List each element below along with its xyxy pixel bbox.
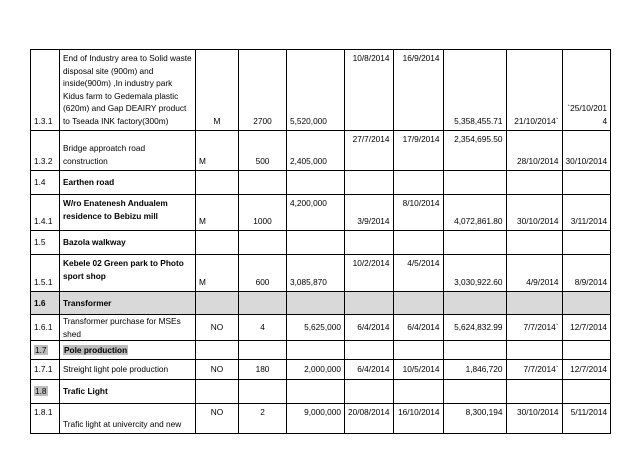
end-date-cell: 8/10/2014: [393, 195, 443, 231]
item-number: 1.7.1: [31, 360, 60, 380]
date-cell-1: 28/10/2014: [506, 131, 562, 171]
budget-cell: 9,000,000: [287, 404, 345, 434]
end-date-cell: 17/9/2014: [393, 131, 443, 171]
table-row: [31, 360, 611, 380]
item-description: Bridge approatch road construction: [60, 131, 196, 171]
date-cell-1: 30/10/2014: [506, 195, 562, 231]
section-heading: Transformer: [60, 292, 196, 315]
actual-cost-cell: 5,624,832.99: [443, 315, 506, 341]
table-row: [31, 404, 611, 434]
start-date-cell: 10/8/2014: [345, 50, 394, 131]
quantity-cell: 180: [239, 360, 287, 380]
date-cell-2: 5/11/2014: [562, 404, 611, 434]
date-cell-1: 4/9/2014: [506, 255, 562, 292]
item-number: 1.4: [31, 171, 60, 195]
budget-cell: 5,520,000: [287, 50, 345, 131]
section-heading: Trafic Light: [60, 380, 196, 404]
budget-cell: 2,000,000: [287, 360, 345, 380]
budget-cell: 3,085,870: [287, 255, 345, 292]
item-number: 1.3.1: [31, 50, 60, 131]
quantity-cell: 1000: [239, 195, 287, 231]
unit-cell: NO: [196, 315, 239, 341]
end-date-cell: 16/10/2014: [393, 404, 443, 434]
date-cell-2: `25/10/2014: [562, 50, 611, 131]
date-cell-2: 12/7/2014: [562, 315, 611, 341]
item-number: 1.4.1: [31, 195, 60, 231]
date-cell-2: 30/10/2014: [562, 131, 611, 171]
date-cell-1: 7/7/2014`: [506, 360, 562, 380]
unit-cell: M: [196, 131, 239, 171]
quantity-cell: 600: [239, 255, 287, 292]
item-description: W/ro Enatenesh Andualem residence to Bebizu mill: [60, 195, 196, 231]
item-number: 1.7: [35, 344, 47, 355]
item-description: Transformer purchase for MSEs shed: [60, 315, 196, 341]
item-description: Trafic light at univercity and new: [60, 404, 196, 434]
table-row: [31, 171, 611, 195]
end-date-cell: 6/4/2014: [393, 315, 443, 341]
item-number: 1.6: [31, 292, 60, 315]
quantity-cell: 2: [239, 404, 287, 434]
table-row: [31, 315, 611, 341]
item-number: 1.8.1: [31, 404, 60, 434]
actual-cost-cell: 4,072,861.80: [443, 195, 506, 231]
end-date-cell: 4/5/2014: [393, 255, 443, 292]
quantity-cell: 500: [239, 131, 287, 171]
table-row: [31, 341, 611, 360]
item-description: Kebele 02 Green park to Photo sport shop: [60, 255, 196, 292]
table-row: [31, 292, 611, 315]
section-heading: Bazola walkway: [60, 231, 196, 255]
budget-cell: 4,200,000: [287, 195, 345, 231]
item-number: 1.6.1: [31, 315, 60, 341]
date-cell-2: 12/7/2014: [562, 360, 611, 380]
item-description: Streight light pole production: [60, 360, 196, 380]
actual-cost-cell: 8,300,194: [443, 404, 506, 434]
table-row: [31, 255, 611, 292]
start-date-cell: 6/4/2014: [345, 360, 394, 380]
item-number: 1.5.1: [31, 255, 60, 292]
unit-cell: M: [196, 255, 239, 292]
actual-cost-cell: 3,030,922.60: [443, 255, 506, 292]
actual-cost-cell: 1,846,720: [443, 360, 506, 380]
unit-cell: NO: [196, 404, 239, 434]
budget-cell: 5,625,000: [287, 315, 345, 341]
item-number: 1.8: [35, 386, 47, 397]
date-cell-1: 7/7/2014`: [506, 315, 562, 341]
actual-cost-cell: 5,358,455.71: [443, 50, 506, 131]
quantity-cell: 4: [239, 315, 287, 341]
item-number: 1.3.2: [31, 131, 60, 171]
unit-cell: M: [196, 50, 239, 131]
quantity-cell: 2700: [239, 50, 287, 131]
table-row: [31, 380, 611, 404]
section-heading: Pole production: [64, 344, 128, 355]
actual-cost-cell: 2,354,695.50: [443, 131, 506, 171]
date-cell-1: 21/10/2014`: [506, 50, 562, 131]
unit-cell: M: [196, 195, 239, 231]
end-date-cell: 16/9/2014: [393, 50, 443, 131]
start-date-cell: 10/2/2014: [345, 255, 394, 292]
start-date-cell: 20/08/2014: [345, 404, 394, 434]
table-row: [31, 231, 611, 255]
start-date-cell: 6/4/2014: [345, 315, 394, 341]
work-progress-table: [30, 49, 611, 434]
start-date-cell: 27/7/2014: [345, 131, 394, 171]
date-cell-1: 30/10/2014: [506, 404, 562, 434]
section-heading: Earthen road: [60, 171, 196, 195]
table-row: [31, 131, 611, 171]
date-cell-2: 3/11/2014: [562, 195, 611, 231]
unit-cell: NO: [196, 360, 239, 380]
date-cell-2: 8/9/2014: [562, 255, 611, 292]
budget-cell: 2,405,000: [287, 131, 345, 171]
end-date-cell: 10/5/2014: [393, 360, 443, 380]
start-date-cell: 3/9/2014: [345, 195, 394, 231]
item-number: 1.5: [31, 231, 60, 255]
item-description: End of Industry area to Solid waste disposal site (900m) and inside(900m) ,In industry park Kidus farm to Gedemala plastic (620m) and Gap DEAIRY product to Tseada INK factory(300m): [60, 50, 196, 131]
table-row: [31, 50, 611, 131]
table-row: [31, 195, 611, 231]
